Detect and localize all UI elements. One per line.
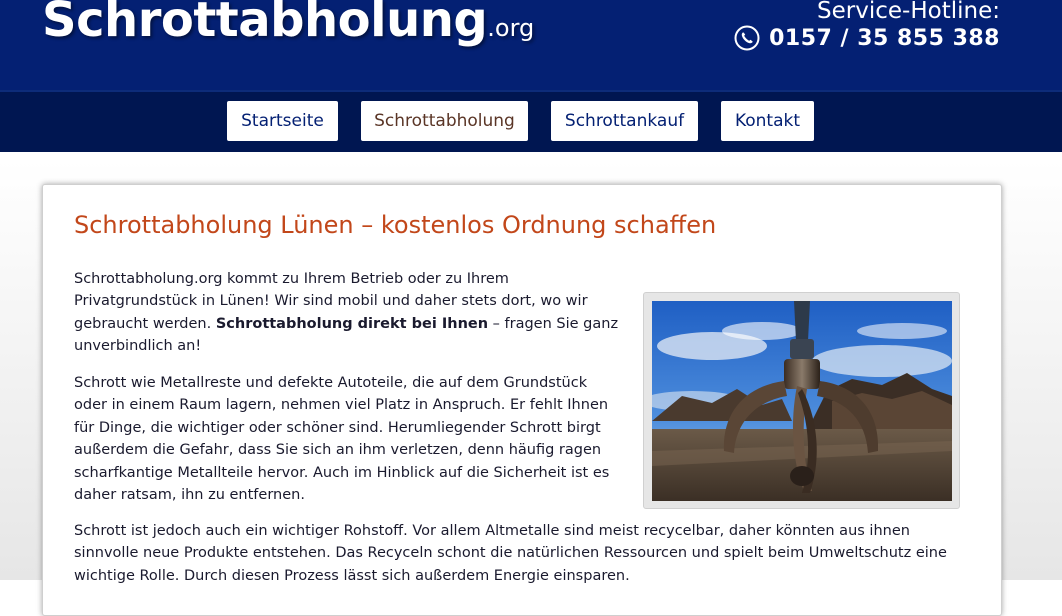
nav-item-schrottabholung[interactable]: Schrottabholung bbox=[361, 101, 528, 141]
intro-paragraph bbox=[74, 268, 619, 358]
logo-main-text: Schrottabholung bbox=[42, 0, 488, 48]
nav-item-startseite[interactable]: Startseite bbox=[227, 101, 338, 141]
hotline-number: 0157 / 35 855 388 bbox=[769, 25, 1000, 51]
intro-text-start: Schrottabholung.org kommt zu Ihrem Betrieb oder zu Ihrem Privatgrundstück in Lünen! Wir sind mobil und daher stets dort, wo wir gebraucht werden. bbox=[74, 271, 588, 332]
intro-text-end: – fragen Sie ganz unverbindlich an! bbox=[74, 315, 619, 355]
logo-tld-text: .org bbox=[487, 14, 535, 42]
scrap-grapple-photo-icon bbox=[652, 301, 952, 501]
nav-item-schrottankauf[interactable]: Schrottankauf bbox=[551, 101, 698, 141]
service-hotline bbox=[734, 0, 1000, 51]
hotline-label: Service-Hotline: bbox=[817, 0, 1000, 24]
scrap-grapple-image bbox=[643, 292, 960, 509]
hotline-number-row[interactable] bbox=[734, 25, 1000, 51]
nav-item-kontakt[interactable]: Kontakt bbox=[721, 101, 814, 141]
site-logo[interactable] bbox=[42, 0, 534, 48]
main-nav bbox=[0, 90, 1062, 152]
recycling-paragraph: Schrott ist jedoch auch ein wichtiger Rohstoff. Vor allem Altmetalle sind meist recycelbar, daher könnten aus ihnen sinnvolle neue Produkte entstehen. Das Recyceln schont die natürlichen Ressourcen und spielt beim Umweltschutz eine wichtige Rolle. Durch diesen Prozess lässt sich außerdem Energie einsparen. bbox=[74, 523, 947, 584]
content-box bbox=[42, 184, 1002, 616]
site-header bbox=[0, 0, 1062, 90]
page-title: Schrottabholung Lünen – kostenlos Ordnung schaffen bbox=[74, 211, 717, 239]
scrap-paragraph: Schrott wie Metallreste und defekte Autoteile, die auf dem Grundstück oder in einem Raum lagern, nehmen viel Platz in Anspruch. Er fehlt Ihnen für Dinge, die wichtiger oder schöner sind. Herumliegender Schrott birgt außerdem die Gefahr, dass Sie sich an ihm verletzen, denn häufig ragen scharfkantige Metallteile hervor. Auch im Hinblick auf die Sicherheit ist es daher ratsam, ihn zu entfernen. bbox=[74, 375, 610, 504]
intro-bold-text: Schrottabholung direkt bei Ihnen bbox=[215, 315, 489, 332]
phone-icon bbox=[734, 25, 760, 51]
